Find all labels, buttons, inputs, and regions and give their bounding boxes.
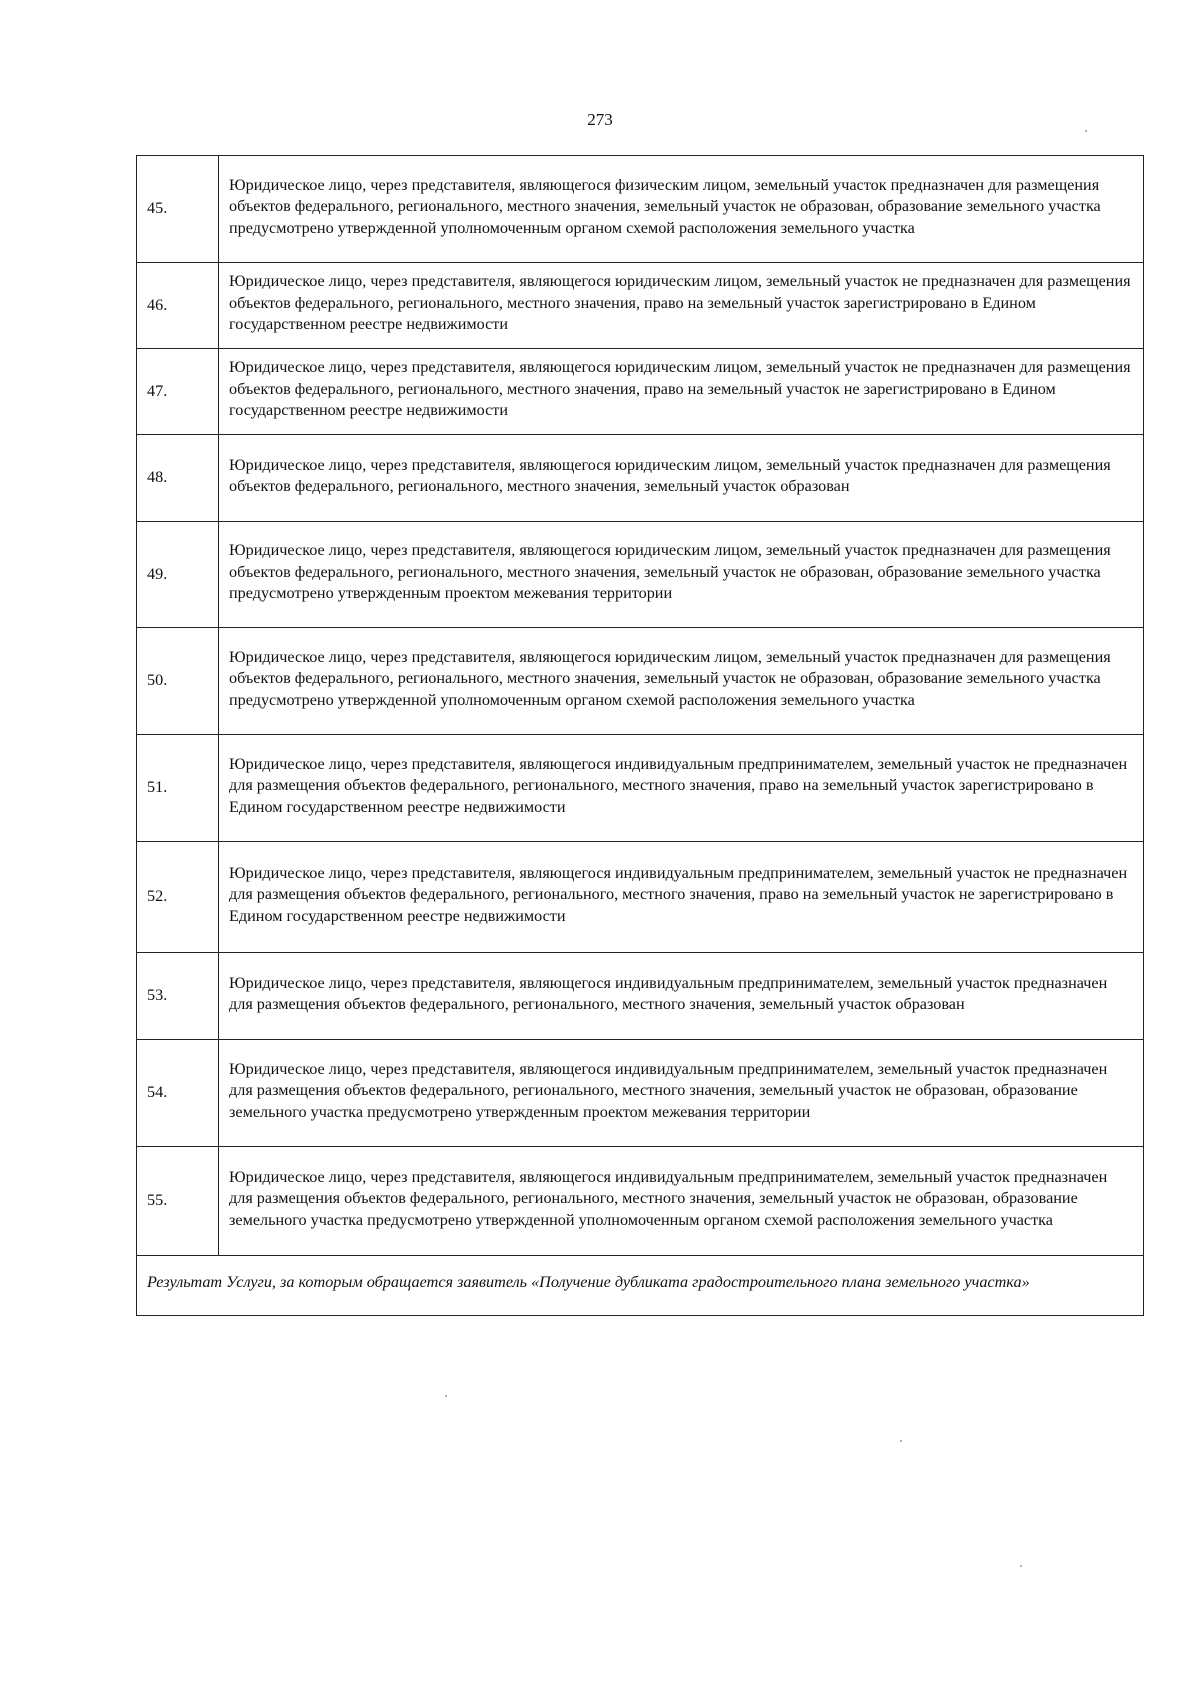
row-number: 52.	[137, 842, 219, 953]
table-row	[137, 842, 1144, 953]
row-number: 48.	[137, 435, 219, 522]
row-description: Юридическое лицо, через представителя, являющегося юридическим лицом, земельный участок предназначен для размещения объектов федерального, регионального, местного значения, земельный участок не образован, образование земельного участка предусмотрено утвержденной уполномоченным органом схемой расположения земельного участка	[219, 628, 1144, 735]
row-number: 50.	[137, 628, 219, 735]
scan-speck	[1085, 130, 1087, 132]
table-row	[137, 522, 1144, 628]
page-number: 273	[587, 110, 613, 129]
row-number: 49.	[137, 522, 219, 628]
row-description: Юридическое лицо, через представителя, являющегося индивидуальным предпринимателем, земельный участок предназначен для размещения объектов федерального, регионального, местного значения, земельный участок не образован, образование земельного участка предусмотрено утвержденным проектом межевания территории	[219, 1040, 1144, 1147]
row-description: Юридическое лицо, через представителя, являющегося физическим лицом, земельный участок предназначен для размещения объектов федерального, регионального, местного значения, земельный участок не образован, образование земельного участка предусмотрено утвержденной уполномоченным органом схемой расположения земельного участка	[219, 156, 1144, 263]
row-number: 53.	[137, 953, 219, 1040]
row-number: 55.	[137, 1147, 219, 1256]
table-row	[137, 435, 1144, 522]
table-row	[137, 953, 1144, 1040]
scan-speck	[1020, 1565, 1022, 1567]
row-number: 45.	[137, 156, 219, 263]
table-row	[137, 628, 1144, 735]
row-number: 46.	[137, 263, 219, 349]
row-description: Юридическое лицо, через представителя, являющегося юридическим лицом, земельный участок предназначен для размещения объектов федерального, регионального, местного значения, земельный участок не образован, образование земельного участка предусмотрено утвержденным проектом межевания территории	[219, 522, 1144, 628]
table-row	[137, 156, 1144, 263]
table-row	[137, 735, 1144, 842]
scan-speck	[900, 1440, 902, 1442]
row-number: 54.	[137, 1040, 219, 1147]
result-text: Результат Услуги, за которым обращается заявитель «Получение дубликата градостроительного плана земельного участка»	[137, 1256, 1144, 1316]
table-row	[137, 1147, 1144, 1256]
result-row	[137, 1256, 1144, 1316]
scan-speck	[445, 1395, 447, 1397]
row-description: Юридическое лицо, через представителя, являющегося юридическим лицом, земельный участок не предназначен для размещения объектов федерального, регионального, местного значения, право на земельный участок зарегистрировано в Едином государственном реестре недвижимости	[219, 263, 1144, 349]
table-row	[137, 263, 1144, 349]
row-number: 47.	[137, 349, 219, 435]
row-description: Юридическое лицо, через представителя, являющегося индивидуальным предпринимателем, земельный участок не предназначен для размещения объектов федерального, регионального, местного значения, право на земельный участок зарегистрировано в Едином государственном реестре недвижимости	[219, 735, 1144, 842]
row-number: 51.	[137, 735, 219, 842]
row-description: Юридическое лицо, через представителя, являющегося индивидуальным предпринимателем, земельный участок предназначен для размещения объектов федерального, регионального, местного значения, земельный участок не образован, образование земельного участка предусмотрено утвержденной уполномоченным органом схемой расположения земельного участка	[219, 1147, 1144, 1256]
row-description: Юридическое лицо, через представителя, являющегося индивидуальным предпринимателем, земельный участок не предназначен для размещения объектов федерального, регионального, местного значения, право на земельный участок не зарегистрировано в Едином государственном реестре недвижимости	[219, 842, 1144, 953]
services-table	[136, 155, 1144, 1316]
table-row	[137, 1040, 1144, 1147]
row-description: Юридическое лицо, через представителя, являющегося юридическим лицом, земельный участок не предназначен для размещения объектов федерального, регионального, местного значения, право на земельный участок не зарегистрировано в Едином государственном реестре недвижимости	[219, 349, 1144, 435]
row-description: Юридическое лицо, через представителя, являющегося юридическим лицом, земельный участок предназначен для размещения объектов федерального, регионального, местного значения, земельный участок образован	[219, 435, 1144, 522]
table-row	[137, 349, 1144, 435]
row-description: Юридическое лицо, через представителя, являющегося индивидуальным предпринимателем, земельный участок предназначен для размещения объектов федерального, регионального, местного значения, земельный участок образован	[219, 953, 1144, 1040]
